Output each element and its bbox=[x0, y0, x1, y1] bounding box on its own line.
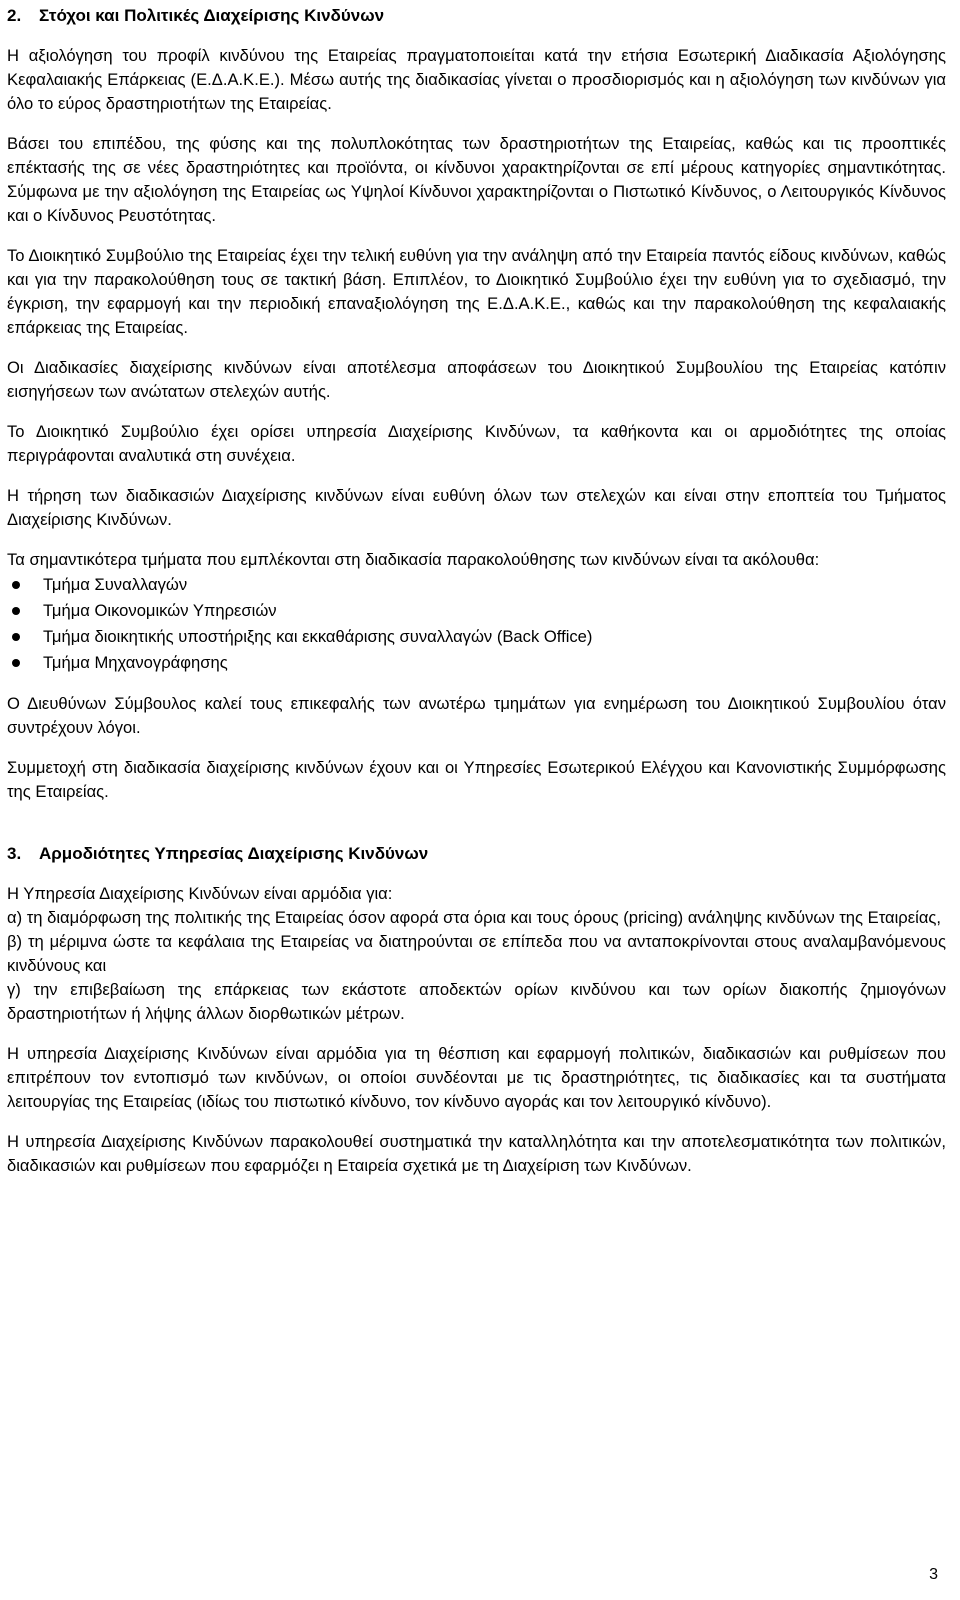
paragraph: Το Διοικητικό Συμβούλιο έχει ορίσει υπηρεσία Διαχείρισης Κινδύνων, τα καθήκοντα και οι αρμοδιότητες της οποίας περιγράφονται αναλυτικά στη συνέχεια. bbox=[7, 422, 946, 465]
list-item-text: Τμήμα Μηχανογράφησης bbox=[43, 653, 228, 672]
paragraph: Βάσει του επιπέδου, της φύσης και της πολυπλοκότητας των δραστηριοτήτων της Εταιρείας, καθώς και τις προοπτικές επέκτασής της σε νέες δραστηριότητες και προϊόντα, οι κίνδυνοι χαρακτηρίζονται σε επί μέρους κατηγορίες σημαντικότητας. Σύμφωνα με την αξιολόγηση της Εταιρείας ως Υψηλοί Κίνδυνοι χαρακτηρίζονται ο Πιστωτικό Κίνδυνος, ο Λειτουργικός Κίνδυνος και ο Κίνδυνος Ρευστότητας. bbox=[7, 134, 946, 225]
page-number: 3 bbox=[929, 1566, 938, 1583]
section-3-number: 3. bbox=[7, 844, 22, 863]
section-2-number: 2. bbox=[7, 6, 22, 25]
section-3-heading bbox=[7, 842, 946, 866]
section-3-title: Αρμοδιότητες Υπηρεσίας Διαχείρισης Κινδύνων bbox=[39, 844, 429, 863]
paragraph: Η τήρηση των διαδικασιών Διαχείρισης κινδύνων είναι ευθύνη όλων των στελεχών και είναι στην εποπτεία του Τμήματος Διαχείρισης Κινδύνων. bbox=[7, 486, 946, 529]
list-item bbox=[7, 572, 946, 598]
list-item-text: Τμήμα διοικητικής υποστήριξης και εκκαθάρισης συναλλαγών (Back Office) bbox=[43, 627, 593, 646]
list-item-text: Τμήμα Οικονομικών Υπηρεσιών bbox=[43, 601, 277, 620]
department-list bbox=[7, 572, 946, 676]
bullet-icon bbox=[12, 659, 20, 667]
list-item-text: Τμήμα Συναλλαγών bbox=[43, 575, 188, 594]
bullet-icon bbox=[12, 633, 20, 641]
section-2-title: Στόχοι και Πολιτικές Διαχείρισης Κινδύνων bbox=[39, 6, 385, 25]
responsibility-item: γ) την επιβεβαίωση της επάρκειας των εκάστοτε αποδεκτών ορίων κινδύνου και των ορίων διακοπής ζημιογόνων δραστηριοτήτων ή λήψης άλλων διορθωτικών μέτρων. bbox=[7, 980, 946, 1023]
paragraph: Η Υπηρεσία Διαχείρισης Κινδύνων είναι αρμόδια για: bbox=[7, 884, 393, 903]
paragraph: Η υπηρεσία Διαχείρισης Κινδύνων παρακολουθεί συστηματικά την καταλληλότητα και την αποτελεσματικότητα των πολιτικών, διαδικασιών και ρυθμίσεων που εφαρμόζει η Εταιρεία σχετικά με τη Διαχείριση των Κινδύνων. bbox=[7, 1132, 946, 1175]
section-2-heading bbox=[7, 4, 946, 28]
bullet-icon bbox=[12, 607, 20, 615]
bullet-icon bbox=[12, 581, 20, 589]
paragraph: Οι Διαδικασίες διαχείρισης κινδύνων είναι αποτέλεσμα αποφάσεων του Διοικητικού Συμβουλίου της Εταιρείας κατόπιν εισηγήσεων των ανώτατων στελεχών αυτής. bbox=[7, 358, 946, 401]
list-item bbox=[7, 650, 946, 676]
list-item bbox=[7, 598, 946, 624]
list-item bbox=[7, 624, 946, 650]
paragraph: Ο Διευθύνων Σύμβουλος καλεί τους επικεφαλής των ανωτέρω τμημάτων για ενημέρωση του Διοικητικού Συμβουλίου όταν συντρέχουν λόγοι. bbox=[7, 694, 946, 737]
paragraph: Συμμετοχή στη διαδικασία διαχείρισης κινδύνων έχουν και οι Υπηρεσίες Εσωτερικού Ελέγχου και Κανονιστικής Συμμόρφωσης της Εταιρείας. bbox=[7, 758, 946, 801]
paragraph: Τα σημαντικότερα τμήματα που εμπλέκονται στη διαδικασία παρακολούθησης των κινδύνων είναι τα ακόλουθα: bbox=[7, 550, 820, 569]
paragraph: Η αξιολόγηση του προφίλ κινδύνου της Εταιρείας πραγματοποιείται κατά την ετήσια Εσωτερική Διαδικασία Αξιολόγησης Κεφαλαιακής Επάρκειας (Ε.Δ.Α.Κ.Ε.). Μέσω αυτής της διαδικασίας γίνεται ο προσδιορισμός και η αξιολόγηση των κινδύνων για όλο το εύρος δραστηριοτήτων της Εταιρείας. bbox=[7, 46, 946, 113]
responsibility-item: β) τη μέριμνα ώστε τα κεφάλαια της Εταιρείας να διατηρούνται σε επίπεδα που να ανταποκρίνονται στους αναλαμβανόμενους κινδύνους και bbox=[7, 932, 946, 975]
paragraph: Το Διοικητικό Συμβούλιο της Εταιρείας έχει την τελική ευθύνη για την ανάληψη από την Εταιρεία παντός είδους κινδύνων, καθώς και για την παρακολούθηση τους σε τακτική βάση. Επιπλέον, το Διοικητικό Συμβούλιο έχει την ευθύνη για το σχεδιασμό, την έγκριση, την εφαρμογή και την περιοδική επαναξιολόγηση της Ε.Δ.Α.Κ.Ε., καθώς και την παρακολούθηση της κεφαλαιακής επάρκειας της Εταιρείας. bbox=[7, 246, 946, 337]
paragraph: Η υπηρεσία Διαχείρισης Κινδύνων είναι αρμόδια για τη θέσπιση και εφαρμογή πολιτικών, διαδικασιών και ρυθμίσεων που επιτρέπουν τον εντοπισμό των κινδύνων, οι οποίοι συνδέονται με τις δραστηριότητες, τις διαδικασίες και τα συστήματα λειτουργίας της Εταιρείας (ιδίως του πιστωτικό κίνδυνο, τον κίνδυνο αγοράς και τον λειτουργικό κίνδυνο). bbox=[7, 1044, 946, 1111]
responsibility-item: α) τη διαμόρφωση της πολιτικής της Εταιρείας όσον αφορά στα όρια και τους όρους (pricing) ανάληψης κινδύνων της Εταιρείας, bbox=[7, 908, 942, 927]
